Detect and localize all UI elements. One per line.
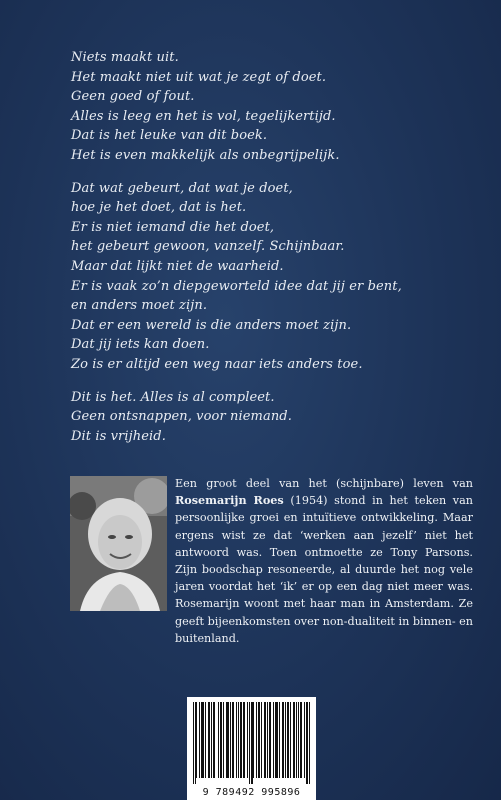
barcode-bar bbox=[287, 702, 288, 778]
barcode-bar bbox=[244, 702, 245, 778]
poem-line: Niets maakt uit. bbox=[71, 50, 179, 65]
barcode-bar bbox=[296, 702, 297, 778]
barcode-bar bbox=[201, 702, 202, 778]
author-photo bbox=[70, 476, 167, 611]
barcode-bar bbox=[293, 702, 294, 778]
barcode-bar bbox=[270, 702, 271, 778]
poem-line: Dit is vrijheid. bbox=[71, 428, 166, 444]
barcode-bar bbox=[196, 702, 197, 778]
barcode-bar bbox=[220, 702, 221, 778]
barcode-bar bbox=[285, 702, 286, 778]
poem-line: Maar dat lijkt niet de waarheid. bbox=[71, 258, 284, 274]
barcode-bar bbox=[193, 702, 194, 784]
poem-line: Dat is het leuke van dit boek. bbox=[71, 128, 268, 144]
poem-line: hoe je het doet, dat is het. bbox=[71, 200, 247, 216]
poem-line: Geen goed of fout. bbox=[71, 89, 195, 105]
poem-line: Alles is leeg en het is vol, tegelijkertijd. bbox=[71, 108, 336, 124]
barcode-bar bbox=[306, 702, 307, 784]
poem-line: en anders moet zijn. bbox=[71, 298, 208, 314]
barcode-bar bbox=[249, 702, 250, 784]
barcode-bar bbox=[269, 702, 270, 778]
barcode-bar bbox=[223, 702, 224, 778]
barcode-bar bbox=[213, 702, 214, 778]
barcode-bar bbox=[230, 702, 231, 778]
barcode-bar bbox=[264, 702, 265, 778]
barcode-bar bbox=[273, 702, 274, 778]
barcode bbox=[187, 697, 316, 800]
barcode-bar bbox=[241, 702, 242, 778]
barcode-bar bbox=[304, 702, 305, 778]
barcode-bar bbox=[236, 702, 237, 778]
poem-line: het gebeurt gewoon, vanzelf. Schijnbaar. bbox=[71, 239, 345, 255]
barcode-bar bbox=[218, 702, 219, 778]
poem-line: Dit is het. Alles is al compleet. bbox=[71, 389, 275, 405]
stanza-3 bbox=[71, 388, 471, 447]
poem-line: Zo is er altijd een weg naar iets anders toe. bbox=[71, 356, 363, 372]
author-portrait-icon bbox=[70, 476, 167, 611]
barcode-bar bbox=[252, 702, 253, 784]
barcode-bar bbox=[199, 702, 200, 778]
barcode-bar bbox=[294, 702, 295, 778]
poem bbox=[71, 48, 471, 459]
poem-line: Het is even makkelijk als onbegrijpelijk. bbox=[71, 147, 340, 163]
poem-line: Dat jij iets kan doen. bbox=[71, 337, 210, 353]
barcode-bar bbox=[288, 702, 289, 778]
barcode-bar bbox=[261, 702, 262, 778]
stanza-2 bbox=[71, 179, 471, 375]
barcode-bar bbox=[228, 702, 229, 778]
stanza-1 bbox=[71, 48, 471, 166]
barcode-bar bbox=[238, 702, 239, 778]
barcode-bar bbox=[283, 702, 284, 778]
barcode-bar bbox=[279, 702, 280, 778]
barcode-bar bbox=[253, 702, 254, 778]
barcode-bar bbox=[232, 702, 233, 778]
poem-line: Dat er een wereld is die anders moet zijn. bbox=[71, 317, 352, 333]
barcode-bar bbox=[240, 702, 241, 778]
barcode-bar bbox=[208, 702, 209, 778]
barcode-bar bbox=[205, 702, 206, 778]
barcode-bar bbox=[258, 702, 259, 778]
barcode-bar bbox=[256, 702, 257, 778]
barcode-bar bbox=[221, 702, 222, 778]
barcode-bar bbox=[211, 702, 212, 778]
barcode-bar bbox=[251, 702, 252, 784]
poem-line: Er is vaak zo’n diepgeworteld idee dat jij er bent, bbox=[71, 278, 402, 294]
poem-line: Er is niet iemand die het doet, bbox=[71, 219, 275, 235]
barcode-bar bbox=[195, 702, 196, 784]
barcode-bar bbox=[226, 702, 227, 778]
poem-line: Dat wat gebeurt, dat wat je doet, bbox=[71, 180, 293, 196]
bio-text-start: Een groot deel van het (schijnbare) leven van bbox=[175, 477, 473, 490]
barcode-bar bbox=[203, 702, 204, 778]
barcode-bar bbox=[202, 702, 203, 778]
barcode-bar bbox=[277, 702, 278, 778]
barcode-bar bbox=[290, 702, 291, 778]
barcode-bar bbox=[301, 702, 302, 778]
barcode-bar bbox=[247, 702, 248, 778]
barcode-bar bbox=[300, 702, 301, 778]
barcode-bar bbox=[298, 702, 299, 778]
author-bio bbox=[175, 475, 473, 647]
barcode-bar bbox=[307, 702, 308, 784]
barcode-bar bbox=[259, 702, 260, 778]
barcode-bar bbox=[214, 702, 215, 778]
bio-text-rest: (1954) stond in het teken van persoonlijke groei en intuïtieve ontwikkeling. Maar ergens wist ze dat ‘werken aan jezelf’ niet het antwoord was. Toen ontmoette ze Tony Parsons. Zijn boodschap resoneerde, al duurde het nog vele jaren voordat het ‘ik’ er op een dag niet meer was. Rosemarijn woont met haar man in Amsterdam. Ze geeft bijeenkomsten over non-dualiteit in binnen- en buitenland. bbox=[175, 494, 473, 645]
barcode-bar bbox=[227, 702, 228, 778]
barcode-bar bbox=[275, 702, 276, 778]
barcode-bar bbox=[267, 702, 268, 778]
barcode-bar bbox=[282, 702, 283, 778]
poem-line: Geen ontsnappen, voor niemand. bbox=[71, 409, 292, 425]
barcode-bar bbox=[276, 702, 277, 778]
barcode-bar bbox=[265, 702, 266, 778]
barcode-bar bbox=[233, 702, 234, 778]
barcode-bar bbox=[243, 702, 244, 778]
barcode-icon bbox=[193, 702, 310, 784]
author-name: Rosemarijn Roes bbox=[175, 493, 284, 508]
isbn-number: 9 789492 995896 bbox=[202, 787, 301, 798]
barcode-bar bbox=[209, 702, 210, 778]
barcode-bar bbox=[309, 702, 310, 784]
poem-line: Het maakt niet uit wat je zegt of doet. bbox=[71, 69, 327, 85]
